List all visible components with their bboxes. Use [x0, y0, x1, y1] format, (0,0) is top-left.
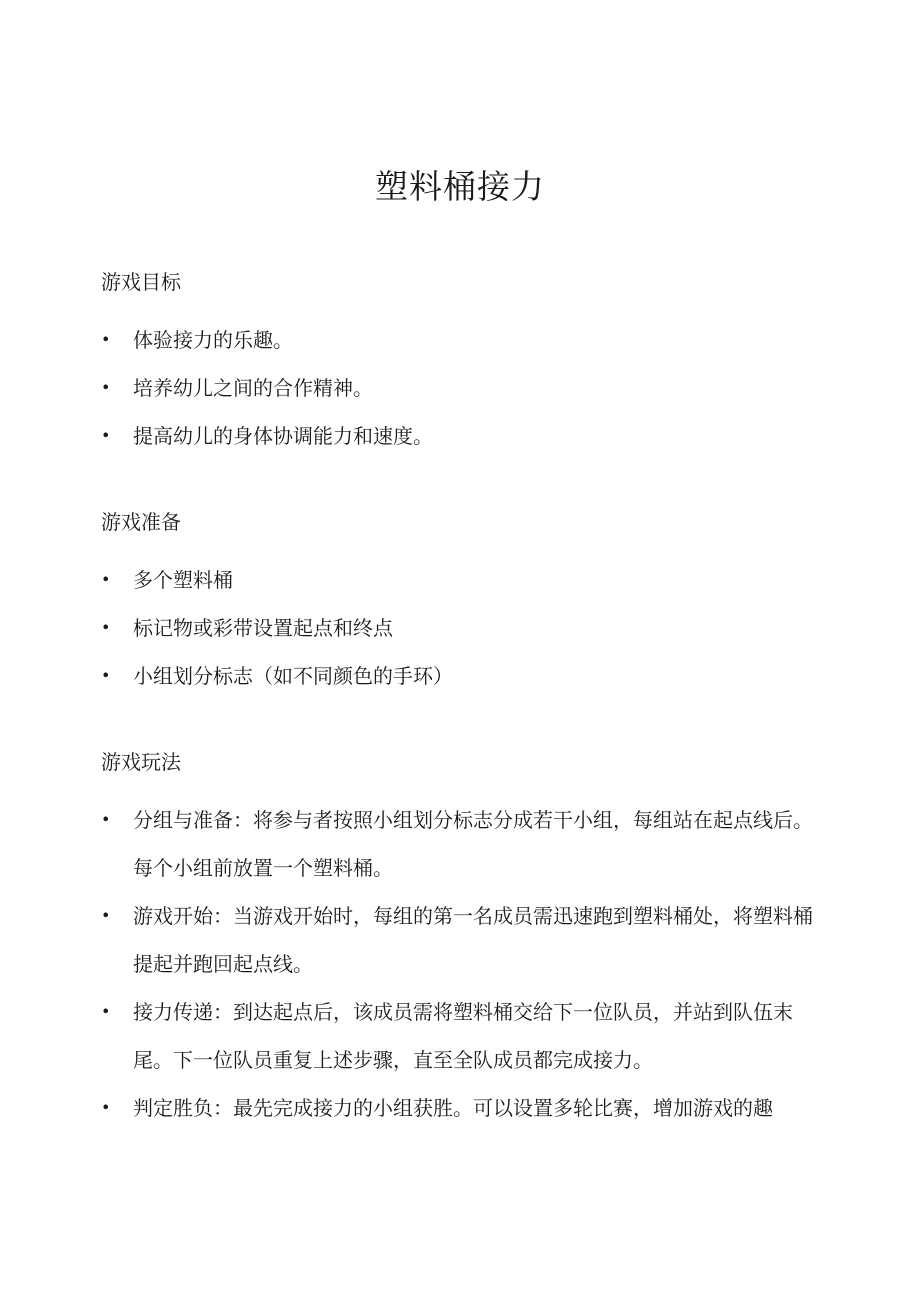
preparation-list [101, 556, 821, 700]
bullet-icon: • [101, 330, 111, 349]
bullet-icon: • [101, 666, 111, 685]
goals-list [101, 316, 821, 460]
list-item: • 接力传递：到达起点后，该成员需将塑料桶交给下一位队员，并站到队伍末尾。下一位队员重复上述步骤，直至全队成员都完成接力。 [101, 988, 821, 1084]
list-item: • 游戏开始：当游戏开始时，每组的第一名成员需迅速跑到塑料桶处，将塑料桶提起并跑回起点线。 [101, 892, 821, 988]
bullet-icon: • [101, 426, 111, 445]
bullet-icon: • [101, 570, 111, 589]
bullet-icon: • [101, 378, 111, 397]
section-heading-gameplay: 游戏玩法 [101, 750, 181, 774]
bullet-icon: • [101, 810, 111, 829]
section-gameplay [101, 748, 821, 1132]
section-heading-goals: 游戏目标 [101, 270, 181, 294]
list-item: • 小组划分标志（如不同颜色的手环） [101, 652, 821, 700]
bullet-icon: • [101, 1002, 111, 1021]
bullet-icon: • [101, 1098, 111, 1117]
list-item: • 标记物或彩带设置起点和终点 [101, 604, 821, 652]
list-item: • 体验接力的乐趣。 [101, 316, 821, 364]
bullet-icon: • [101, 906, 111, 925]
gameplay-list [101, 796, 821, 1132]
document-title: 塑料桶接力 [375, 167, 545, 206]
bullet-icon: • [101, 618, 111, 637]
list-item: • 判定胜负：最先完成接力的小组获胜。可以设置多轮比赛，增加游戏的趣 [101, 1084, 821, 1132]
list-item: • 多个塑料桶 [101, 556, 821, 604]
list-item: • 提高幼儿的身体协调能力和速度。 [101, 412, 821, 460]
section-goals [101, 268, 821, 460]
section-heading-preparation: 游戏准备 [101, 510, 181, 534]
list-item: • 分组与准备：将参与者按照小组划分标志分成若干小组，每组站在起点线后。每个小组前放置一个塑料桶。 [101, 796, 821, 892]
list-item: • 培养幼儿之间的合作精神。 [101, 364, 821, 412]
section-preparation [101, 508, 821, 700]
